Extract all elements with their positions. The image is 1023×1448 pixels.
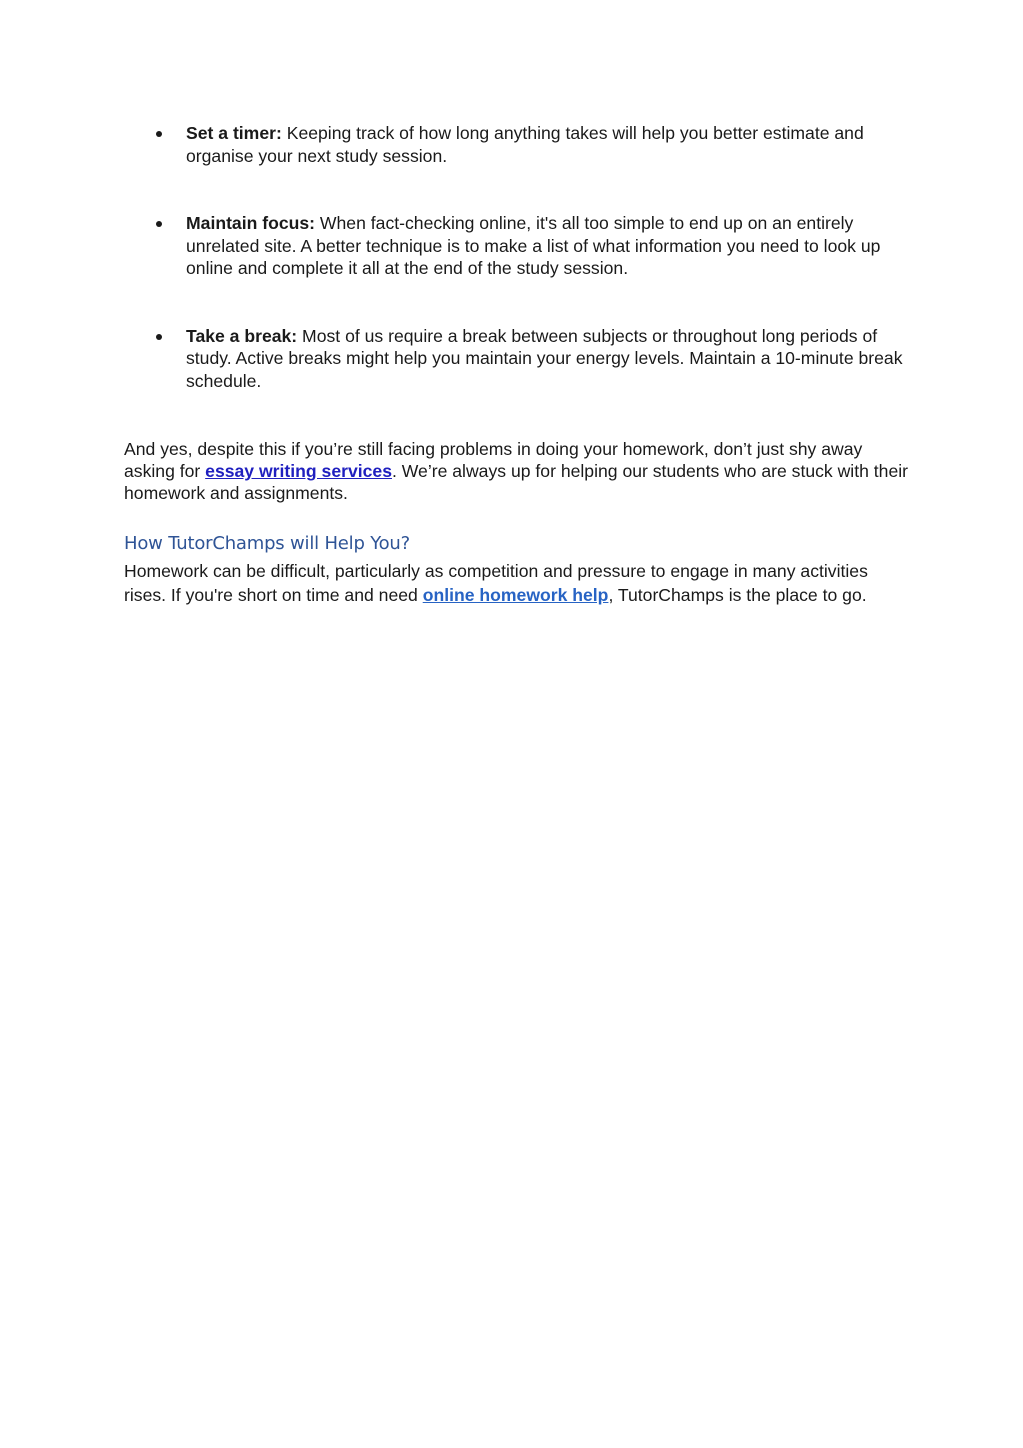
- paragraph-essay-services: [124, 438, 914, 504]
- bullet-text: Keeping track of how long anything takes will help you better estimate and organise your next study session.: [186, 123, 864, 166]
- paragraph-homework-help: [124, 560, 914, 607]
- bullet-term: Set a timer:: [186, 123, 282, 143]
- bullet-icon: [156, 221, 162, 227]
- bullet-term: Take a break:: [186, 325, 298, 346]
- bullet-text: Most of us require a break between subjects or throughout long periods of study. Active breaks might help you maintain your energy levels. Maintain a 10-minute break schedule.: [186, 325, 903, 391]
- paragraph-text: . We’re always up for helping our students who are stuck with their homework and assignments.: [124, 461, 908, 503]
- list-item-set-timer: [124, 122, 904, 167]
- bullet-term: Maintain focus:: [186, 213, 316, 233]
- paragraph-text: Homework can be difficult, particularly as competition and pressure to engage in many activities rises. If you're short on time and need: [124, 561, 868, 605]
- list-item-take-break: [124, 325, 904, 393]
- tips-list: [124, 122, 904, 392]
- bullet-icon: [156, 131, 162, 137]
- section-heading: How TutorChamps will Help You?: [124, 533, 410, 554]
- paragraph-text: , TutorChamps is the place to go.: [608, 584, 867, 605]
- online-homework-help-link[interactable]: online homework help: [422, 584, 609, 605]
- list-item-maintain-focus: [124, 212, 904, 280]
- bullet-text: When fact-checking online, it's all too simple to end up on an entirely unrelated site. A better technique is to make a list of what information you need to look up online and complete it all at the end of the study session.: [186, 213, 881, 278]
- bullet-icon: [156, 334, 162, 340]
- paragraph-text: And yes, despite this if you’re still facing problems in doing your homework, don’t just shy away asking for: [124, 439, 863, 481]
- essay-writing-services-link[interactable]: essay writing services: [205, 461, 392, 481]
